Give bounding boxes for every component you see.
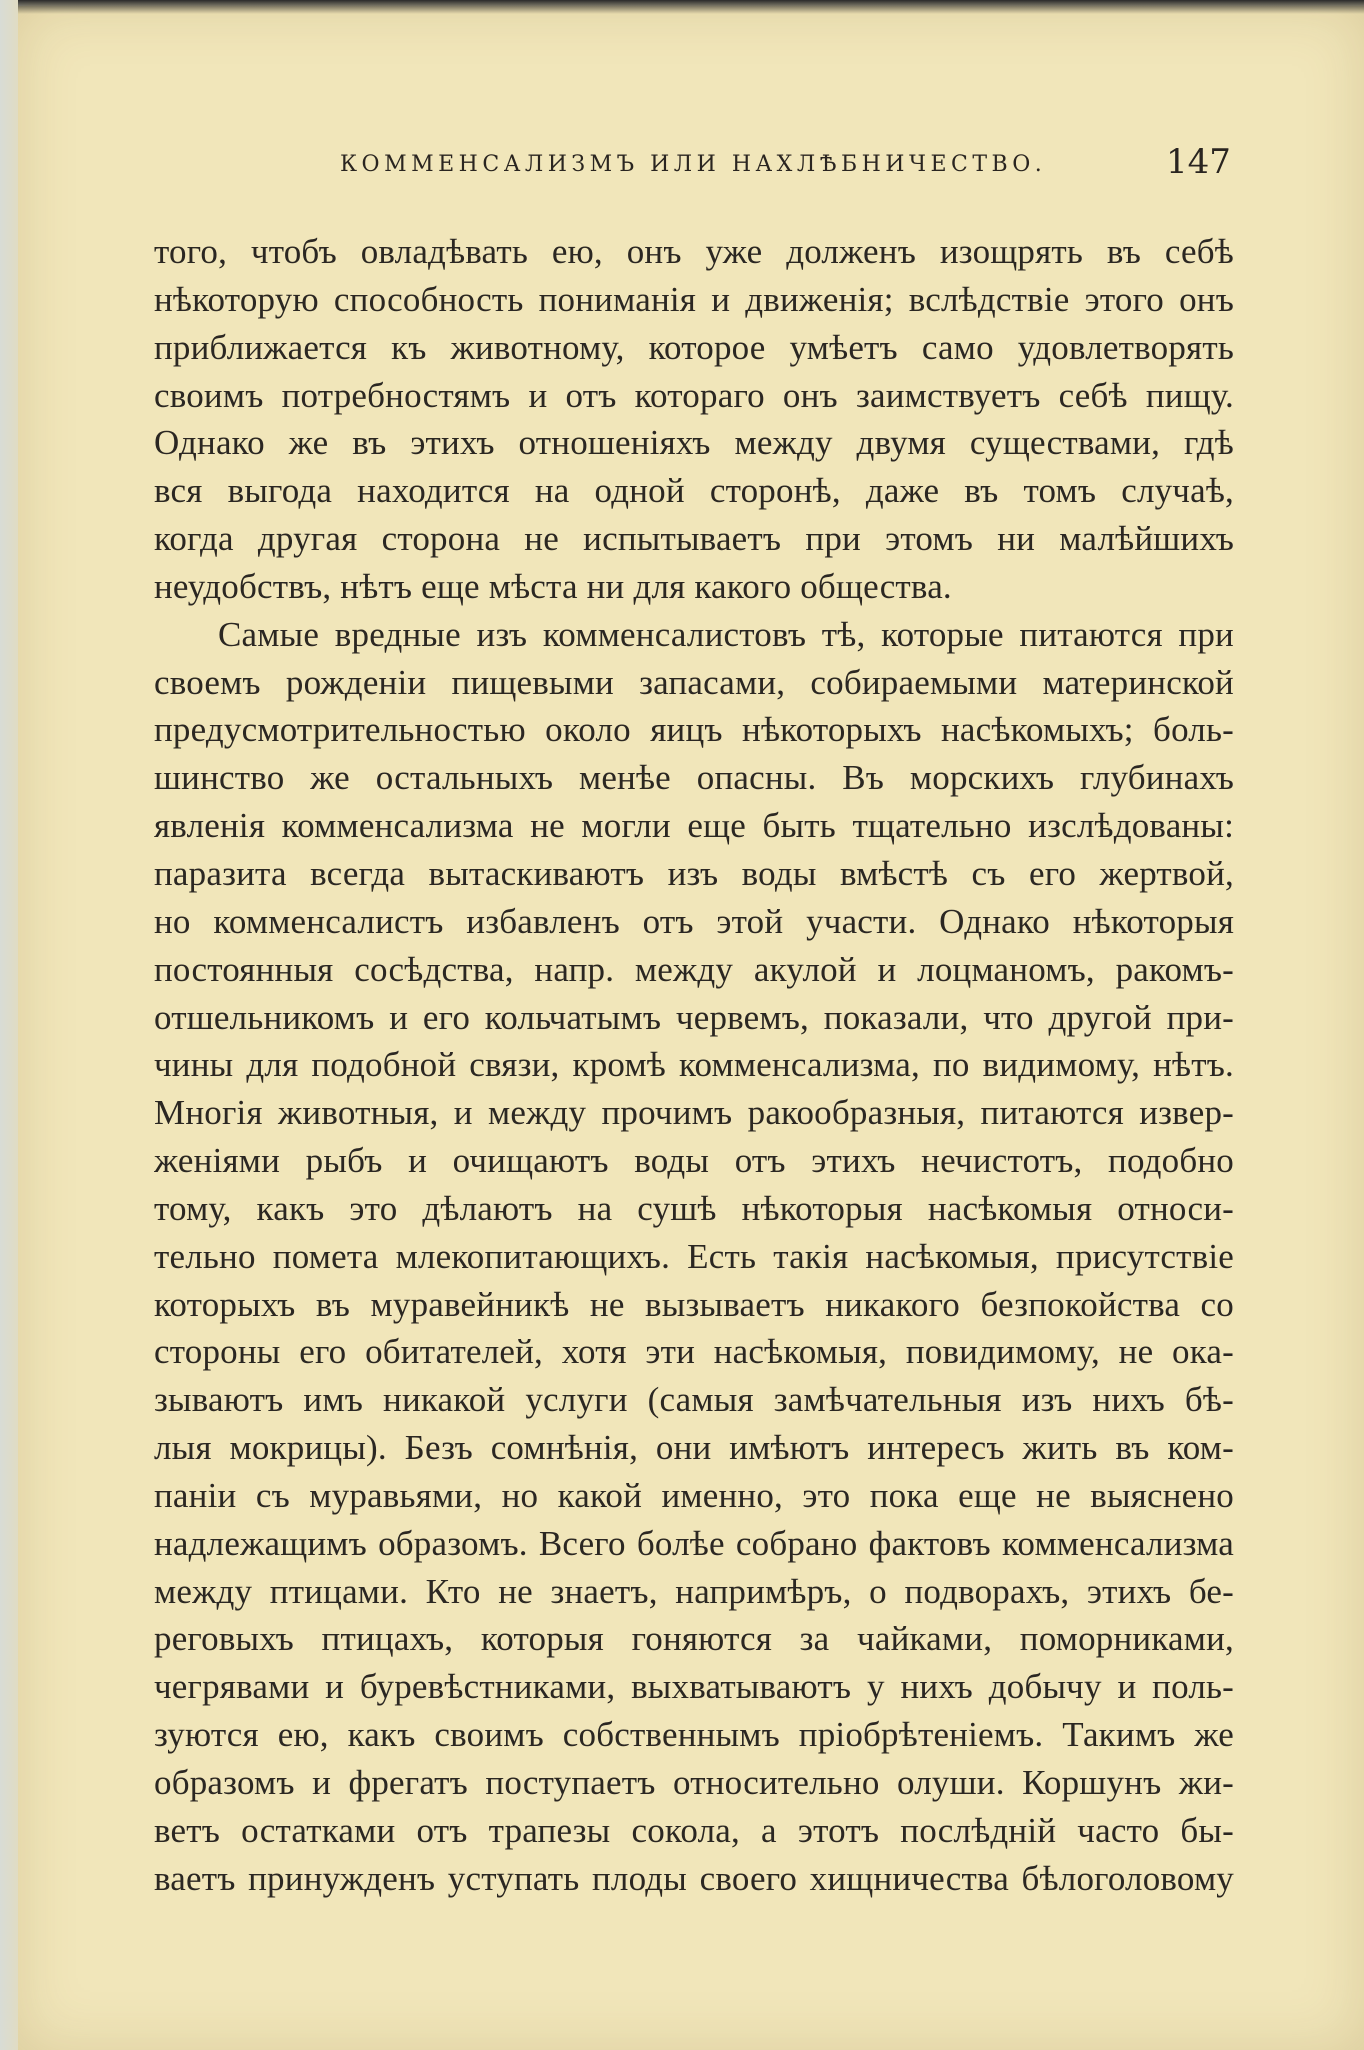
text-line: неудобствъ, нѣтъ еще мѣста ни для какого общества. <box>154 566 952 606</box>
text-line: паразита всегда вытаскиваютъ изъ воды вмѣстѣ съ его жертвой, <box>154 853 1234 893</box>
text-line: ваетъ принужденъ уступать плоды своего хищничества бѣлоголовому <box>154 1858 1234 1898</box>
text-line: того, чтобъ овладѣвать ею, онъ уже долженъ изощрять въ себѣ <box>154 232 1234 271</box>
text-line-paragraph-start: Самые вредные изъ комменсалистовъ тѣ, которые питаются при <box>218 614 1234 654</box>
text-line: Однако же въ этихъ отношеніяхъ между двумя существами, гдѣ <box>154 423 1234 463</box>
text-line: ветъ остатками отъ трапезы сокола, а этотъ послѣдній часто бы- <box>154 1810 1234 1850</box>
text-line: зуются ею, какъ своимъ собственнымъ пріобрѣтеніемъ. Такимъ же <box>154 1715 1234 1755</box>
text-line: тому, какъ это дѣлаютъ на сушѣ нѣкоторыя насѣкомыя относи- <box>154 1188 1234 1228</box>
text-line: своемъ рожденіи пищевыми запасами, собираемыми материнской <box>154 662 1234 702</box>
text-line: надлежащимъ образомъ. Всего болѣе собрано фактовъ комменсализма <box>154 1523 1234 1563</box>
text-line: отшельникомъ и его кольчатымъ червемъ, показали, что другой при- <box>154 997 1234 1037</box>
text-line: но комменсалистъ избавленъ отъ этой участи. Однако нѣкоторыя <box>154 901 1234 941</box>
text-line: женіями рыбъ и очищаютъ воды отъ этихъ нечистотъ, подобно <box>154 1141 1234 1181</box>
text-line: паніи съ муравьями, но какой именно, это пока еще не выяснено <box>154 1475 1234 1515</box>
text-line: тельно помета млекопитающихъ. Есть такія насѣкомыя, присутствіе <box>154 1236 1234 1276</box>
scan-top-edge <box>18 0 1364 14</box>
text-line: лыя мокрицы). Безъ сомнѣнія, они имѣютъ интересъ жить въ ком- <box>154 1428 1234 1468</box>
text-line: нѣкоторую способность пониманія и движенія; вслѣдствіе этого онъ <box>154 279 1234 319</box>
text-line: своимъ потребностямъ и отъ котораго онъ заимствуетъ себѣ пищу. <box>154 375 1234 415</box>
page-number: 147 <box>1166 142 1231 182</box>
text-line: между птицами. Кто не знаетъ, напримѣръ, о подворахъ, этихъ бе- <box>154 1571 1234 1611</box>
text-line: реговыхъ птицахъ, которыя гоняются за чайками, поморниками, <box>154 1619 1234 1659</box>
text-line: когда другая сторона не испытываетъ при этомъ ни малѣйшихъ <box>154 519 1234 559</box>
text-line: Многія животныя, и между прочимъ ракообразныя, питаются извер- <box>154 1093 1234 1133</box>
text-line: чины для подобной связи, кромѣ комменсализма, по видимому, нѣтъ. <box>154 1045 1234 1085</box>
text-line: образомъ и фрегатъ поступаетъ относительно олуши. Коршунъ жи- <box>154 1763 1234 1802</box>
text-line: стороны его обитателей, хотя эти насѣкомыя, повидимому, не ока- <box>154 1332 1234 1372</box>
text-line: постоянныя сосѣдства, напр. между акулой и лоцманомъ, ракомъ- <box>154 949 1234 989</box>
text-line: явленія комменсализма не могли еще быть тщательно изслѣдованы: <box>154 806 1234 846</box>
text-line: предусмотрительностью около яицъ нѣкоторыхъ насѣкомыхъ; боль- <box>154 710 1234 750</box>
text-line: шинство же остальныхъ менѣе опасны. Въ морскихъ глубинахъ <box>154 758 1234 798</box>
text-line: приближается къ животному, которое умѣетъ само удовлетворять <box>154 327 1234 367</box>
text-line: которыхъ въ муравейникѣ не вызываетъ никакого безпокойства со <box>154 1284 1234 1324</box>
text-line: зываютъ имъ никакой услуги (самыя замѣчательныя изъ нихъ бѣ- <box>154 1380 1234 1420</box>
body-text <box>154 228 1234 1903</box>
text-line: вся выгода находится на одной сторонѣ, даже въ томъ случаѣ, <box>154 471 1234 511</box>
running-title: КОММЕНСАЛИЗМЪ ИЛИ НАХЛѢБНИЧЕСТВО. <box>340 152 1047 177</box>
text-line: чегрявами и буревѣстниками, выхватываютъ у нихъ добычу и поль- <box>154 1667 1234 1707</box>
